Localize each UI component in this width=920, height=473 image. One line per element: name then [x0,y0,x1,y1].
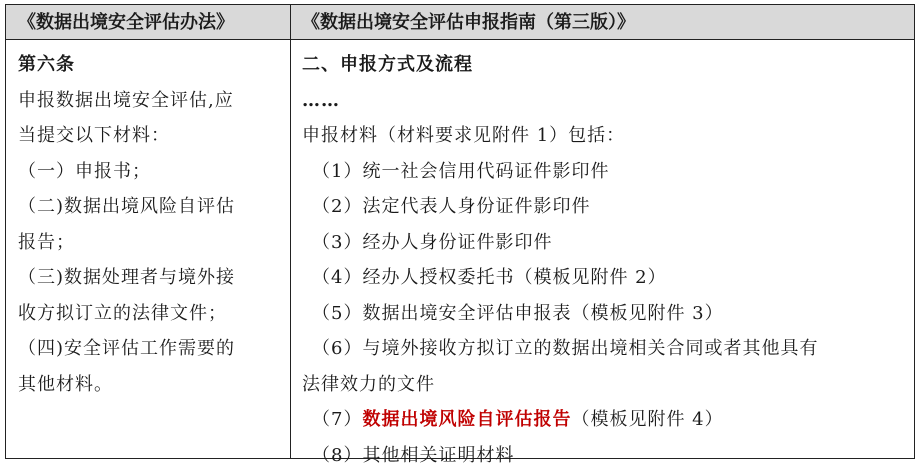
left-line: （二)数据出境风险自评估 [18,189,280,225]
left-column [18,47,280,402]
left-line: 其他材料。 [18,367,280,403]
item7-highlight: 数据出境风险自评估报告 [362,409,571,430]
header-left-title: 《数据出境安全评估办法》 [18,5,234,40]
material-item: （6）与境外接收方拟订立的数据出境相关合同或者其他具有 [302,331,902,367]
comparison-table [5,4,915,459]
material-item-7 [302,402,902,438]
table-header-row [6,5,914,40]
left-line: 申报数据出境安全评估,应 [18,83,280,119]
material-item: （2）法定代表人身份证件影印件 [302,189,902,225]
material-item: （5）数据出境安全评估申报表（模板见附件 3） [302,296,902,332]
left-line: （一）申报书； [18,154,280,190]
column-divider [290,5,291,458]
item7-suffix: （模板见附件 4） [571,409,723,430]
left-line: （三)数据处理者与境外接 [18,260,280,296]
materials-intro: 申报材料（材料要求见附件 1）包括： [302,118,902,154]
right-column [302,47,902,473]
material-item: （1）统一社会信用代码证件影印件 [302,154,902,190]
header-right-title: 《数据出境安全评估申报指南（第三版）》 [302,5,635,40]
left-line: 当提交以下材料： [18,118,280,154]
ellipsis: …… [302,83,902,119]
article-title: 第六条 [18,47,280,83]
item7-prefix: （7） [312,409,362,430]
material-item-8: （8）其他相关证明材料 [302,438,902,473]
material-item-continuation: 法律效力的文件 [302,367,902,403]
left-line: （四)安全评估工作需要的 [18,331,280,367]
material-item: （4）经办人授权委托书（模板见附件 2） [302,260,902,296]
left-line: 报告； [18,225,280,261]
left-line: 收方拟订立的法律文件； [18,296,280,332]
section-title: 二、申报方式及流程 [302,47,902,83]
material-item: （3）经办人身份证件影印件 [302,225,902,261]
